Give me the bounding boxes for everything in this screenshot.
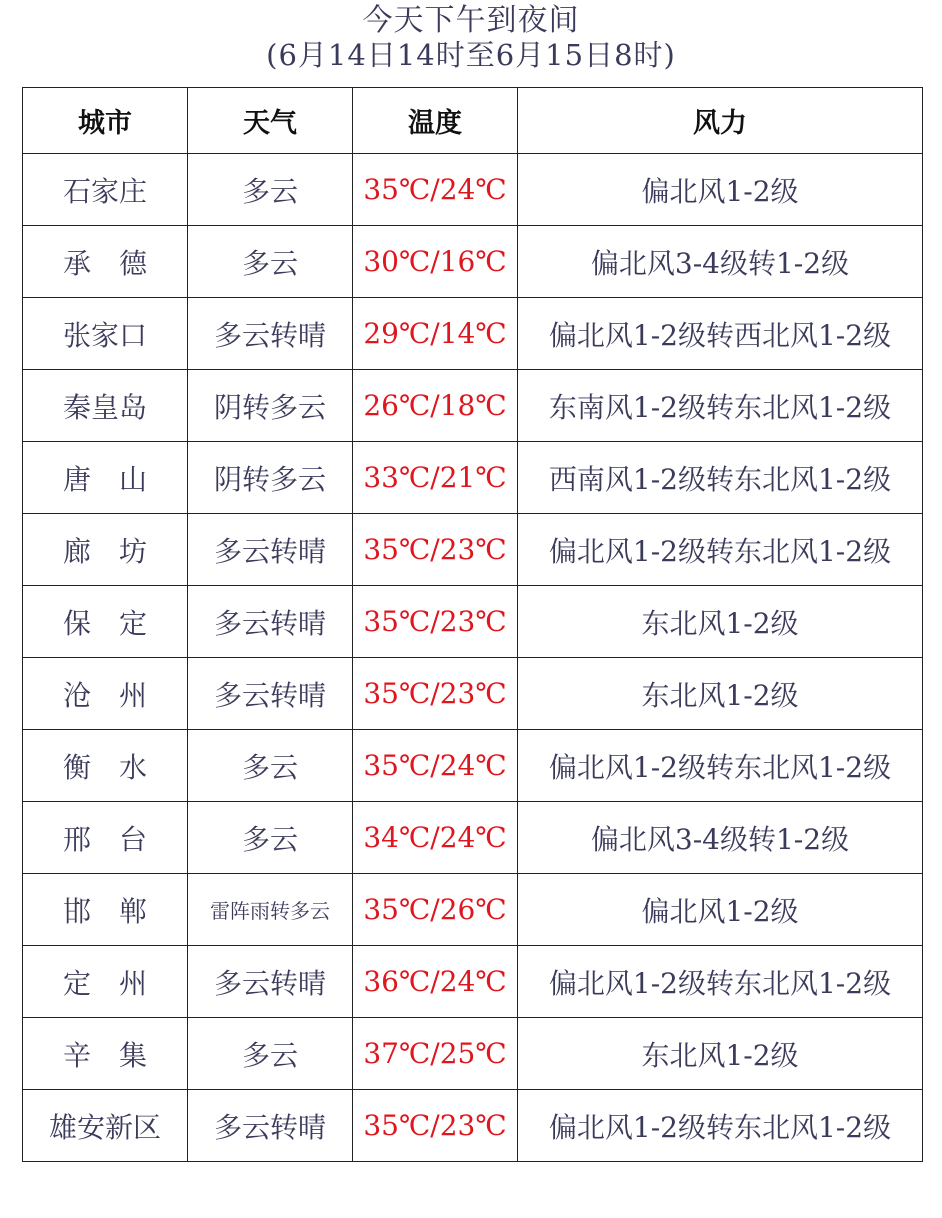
table-row <box>23 514 923 586</box>
temperature-cell: 35℃/23℃ <box>353 514 518 586</box>
weather-cell: 多云 <box>188 1018 353 1090</box>
forecast-table <box>22 87 923 1162</box>
table-row <box>23 658 923 730</box>
temperature-cell: 30℃/16℃ <box>353 226 518 298</box>
table-row <box>23 298 923 370</box>
wind-cell: 东北风1-2级 <box>518 1018 923 1090</box>
city-cell: 邢 台 <box>23 802 188 874</box>
weather-cell: 阴转多云 <box>188 370 353 442</box>
wind-cell: 偏北风1-2级转东北风1-2级 <box>518 514 923 586</box>
header-weather: 天气 <box>188 88 353 154</box>
weather-cell: 雷阵雨转多云 <box>188 874 353 946</box>
temperature-cell: 29℃/14℃ <box>353 298 518 370</box>
temperature-cell: 26℃/18℃ <box>353 370 518 442</box>
city-cell: 衡 水 <box>23 730 188 802</box>
table-row <box>23 1018 923 1090</box>
weather-cell: 阴转多云 <box>188 442 353 514</box>
table-row <box>23 370 923 442</box>
city-cell: 保 定 <box>23 586 188 658</box>
header-city: 城市 <box>23 88 188 154</box>
header-wind: 风力 <box>518 88 923 154</box>
temperature-cell: 34℃/24℃ <box>353 802 518 874</box>
wind-cell: 偏北风1-2级转西北风1-2级 <box>518 298 923 370</box>
table-row <box>23 442 923 514</box>
table-row <box>23 226 923 298</box>
title-block <box>0 4 942 72</box>
header-temperature: 温度 <box>353 88 518 154</box>
temperature-cell: 35℃/23℃ <box>353 1090 518 1162</box>
table-header-row <box>23 88 923 154</box>
city-cell: 石家庄 <box>23 154 188 226</box>
city-cell: 定 州 <box>23 946 188 1018</box>
wind-cell: 偏北风3-4级转1-2级 <box>518 226 923 298</box>
weather-cell: 多云 <box>188 154 353 226</box>
table-row <box>23 586 923 658</box>
weather-cell: 多云转晴 <box>188 658 353 730</box>
wind-cell: 偏北风3-4级转1-2级 <box>518 802 923 874</box>
page-title: 今天下午到夜间 <box>362 3 580 38</box>
temperature-cell: 35℃/24℃ <box>353 730 518 802</box>
table-row <box>23 730 923 802</box>
weather-cell: 多云 <box>188 802 353 874</box>
city-cell: 沧 州 <box>23 658 188 730</box>
wind-cell: 西南风1-2级转东北风1-2级 <box>518 442 923 514</box>
table-row <box>23 1090 923 1162</box>
weather-cell: 多云 <box>188 730 353 802</box>
wind-cell: 东北风1-2级 <box>518 658 923 730</box>
weather-cell: 多云转晴 <box>188 1090 353 1162</box>
weather-cell: 多云转晴 <box>188 298 353 370</box>
table-row <box>23 946 923 1018</box>
weather-cell: 多云转晴 <box>188 514 353 586</box>
wind-cell: 偏北风1-2级转东北风1-2级 <box>518 1090 923 1162</box>
city-cell: 唐 山 <box>23 442 188 514</box>
city-cell: 雄安新区 <box>23 1090 188 1162</box>
table-row <box>23 154 923 226</box>
temperature-cell: 35℃/23℃ <box>353 658 518 730</box>
temperature-cell: 33℃/21℃ <box>353 442 518 514</box>
wind-cell: 偏北风1-2级 <box>518 874 923 946</box>
city-cell: 廊 坊 <box>23 514 188 586</box>
wind-cell: 偏北风1-2级转东北风1-2级 <box>518 946 923 1018</box>
table-row <box>23 874 923 946</box>
city-cell: 承 德 <box>23 226 188 298</box>
weather-cell: 多云转晴 <box>188 586 353 658</box>
city-cell: 邯 郸 <box>23 874 188 946</box>
temperature-cell: 36℃/24℃ <box>353 946 518 1018</box>
temperature-cell: 37℃/25℃ <box>353 1018 518 1090</box>
weather-cell: 多云转晴 <box>188 946 353 1018</box>
temperature-cell: 35℃/26℃ <box>353 874 518 946</box>
weather-cell: 多云 <box>188 226 353 298</box>
table-row <box>23 802 923 874</box>
wind-cell: 东北风1-2级 <box>518 586 923 658</box>
wind-cell: 偏北风1-2级 <box>518 154 923 226</box>
temperature-cell: 35℃/23℃ <box>353 586 518 658</box>
city-cell: 辛 集 <box>23 1018 188 1090</box>
wind-cell: 东南风1-2级转东北风1-2级 <box>518 370 923 442</box>
temperature-cell: 35℃/24℃ <box>353 154 518 226</box>
page-subtitle-time-range: (6月14日14时至6月15日8时) <box>266 38 676 72</box>
wind-cell: 偏北风1-2级转东北风1-2级 <box>518 730 923 802</box>
city-cell: 张家口 <box>23 298 188 370</box>
city-cell: 秦皇岛 <box>23 370 188 442</box>
